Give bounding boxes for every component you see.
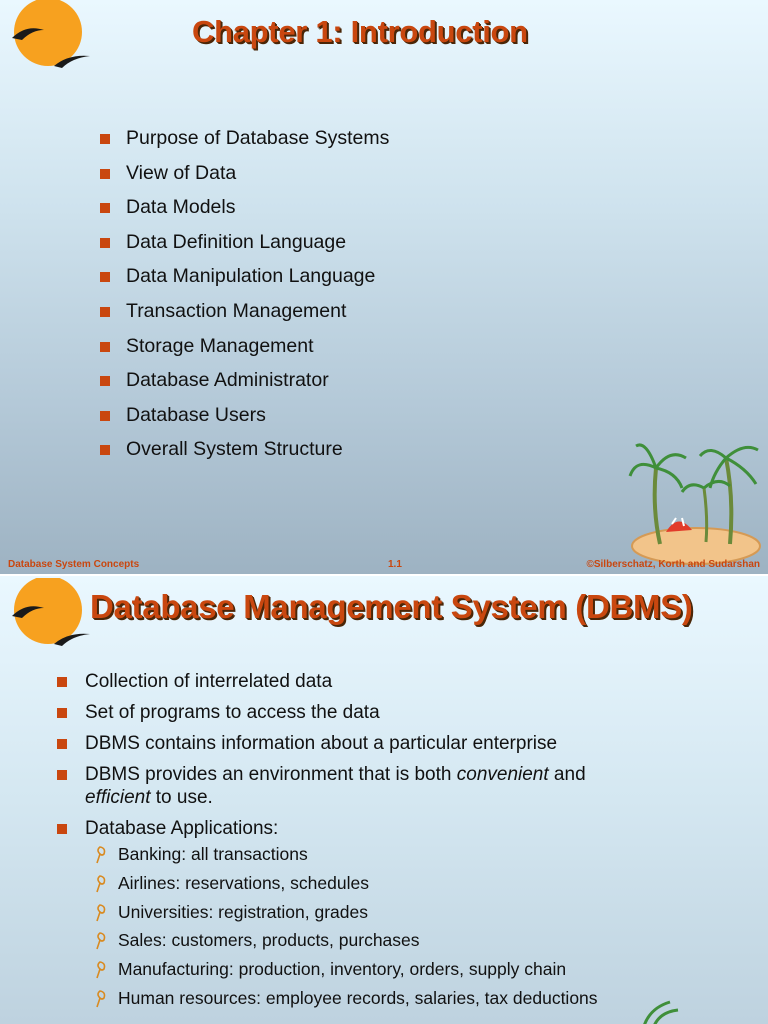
list-item: DBMS provides an environment that is both convenient and efficient to use. xyxy=(57,763,598,809)
list-item: Storage Management xyxy=(100,335,389,370)
slide-title: Database Management System (DBMS) xyxy=(90,588,693,625)
square-bullet-icon xyxy=(100,307,110,317)
list-item: Purpose of Database Systems xyxy=(100,127,389,162)
leaf-bullet-icon xyxy=(94,875,108,893)
topic-list xyxy=(100,127,389,473)
square-bullet-icon xyxy=(57,739,67,749)
leaf-bullet-icon xyxy=(94,990,108,1008)
list-item: Data Models xyxy=(100,196,389,231)
sub-list-item: Airlines: reservations, schedules xyxy=(57,873,598,902)
sub-list-item: Manufacturing: production, inventory, orders, supply chain xyxy=(57,959,598,988)
dbms-list xyxy=(57,670,598,1017)
list-item: Transaction Management xyxy=(100,300,389,335)
footer-right: ©Silberschatz, Korth and Sudarshan xyxy=(586,559,760,570)
square-bullet-icon xyxy=(100,342,110,352)
list-item: Database Administrator xyxy=(100,369,389,404)
square-bullet-icon xyxy=(100,411,110,421)
list-item: Database Applications: xyxy=(57,817,598,840)
leaf-bullet-icon xyxy=(94,904,108,922)
square-bullet-icon xyxy=(57,677,67,687)
leaf-bullet-icon xyxy=(94,846,108,864)
square-bullet-icon xyxy=(100,134,110,144)
sub-list-item: Universities: registration, grades xyxy=(57,902,598,931)
square-bullet-icon xyxy=(100,203,110,213)
sun-bird-icon xyxy=(4,0,94,72)
square-bullet-icon xyxy=(57,824,67,834)
page-number: 1.1 xyxy=(388,559,402,570)
square-bullet-icon xyxy=(57,770,67,780)
list-item: Data Definition Language xyxy=(100,231,389,266)
leaf-bullet-icon xyxy=(94,961,108,979)
list-item: Set of programs to access the data xyxy=(57,701,598,724)
list-item: View of Data xyxy=(100,162,389,197)
square-bullet-icon xyxy=(100,376,110,386)
slide-title: Chapter 1: Introduction xyxy=(192,14,528,49)
sub-list-item: Human resources: employee records, salaries, tax deductions xyxy=(57,988,598,1017)
square-bullet-icon xyxy=(100,445,110,455)
palm-island-icon xyxy=(626,428,762,568)
square-bullet-icon xyxy=(57,708,67,718)
square-bullet-icon xyxy=(100,238,110,248)
sun-bird-icon xyxy=(4,578,94,650)
slide-2 xyxy=(0,576,768,1024)
sub-list-item: Banking: all transactions xyxy=(57,844,598,873)
list-item: Overall System Structure xyxy=(100,438,389,473)
leaf-bullet-icon xyxy=(94,932,108,950)
footer-left: Database System Concepts xyxy=(8,559,140,570)
sub-list-item: Sales: customers, products, purchases xyxy=(57,930,598,959)
list-item: Database Users xyxy=(100,404,389,439)
palm-leaf-icon xyxy=(640,1000,680,1024)
list-item: DBMS contains information about a particular enterprise xyxy=(57,732,598,755)
list-item: Collection of interrelated data xyxy=(57,670,598,693)
list-item: Data Manipulation Language xyxy=(100,265,389,300)
square-bullet-icon xyxy=(100,169,110,179)
square-bullet-icon xyxy=(100,272,110,282)
